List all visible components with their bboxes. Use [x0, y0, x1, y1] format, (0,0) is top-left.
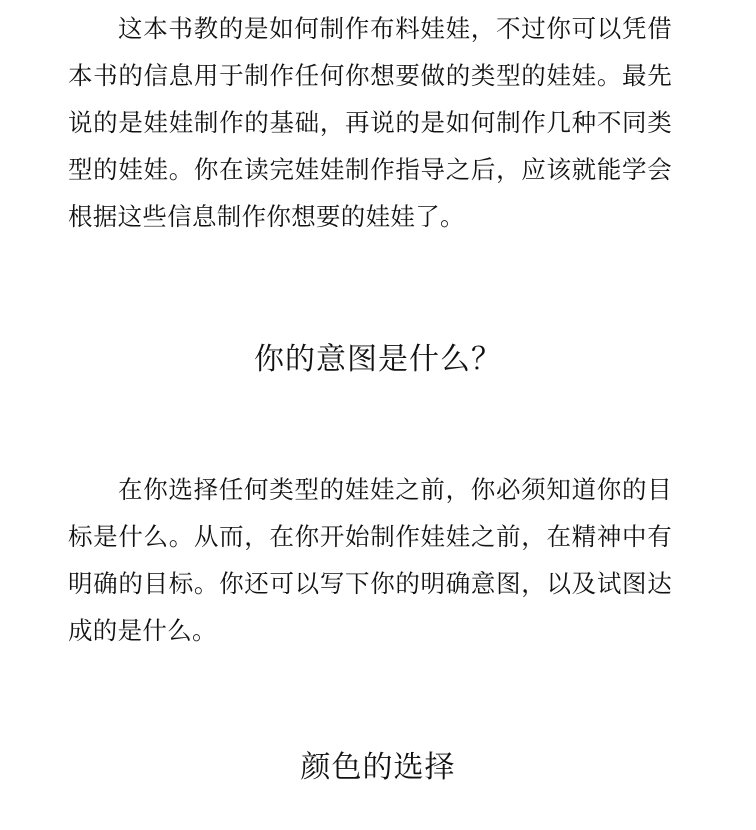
section-heading-intent: 你的意图是什么？	[254, 342, 502, 377]
intent-paragraph: 在你选择任何类型的娃娃之前，你必须知道你的目标是什么。从而，在你开始制作娃娃之前，在精神中有明确的目标。你还可以写下你的明确意图，以及试图达成的是什么。	[68, 475, 672, 645]
section-heading-color-choice: 颜色的选择	[300, 750, 456, 785]
intro-paragraph: 这本书教的是如何制作布料娃娃，不过你可以凭借本书的信息用于制作任何你想要做的类型的娃娃。最先说的是娃娃制作的基础，再说的是如何制作几种不同类型的娃娃。你在读完娃娃制作指导之后，应该就能学会根据这些信息制作你想要的娃娃了。	[68, 14, 672, 231]
